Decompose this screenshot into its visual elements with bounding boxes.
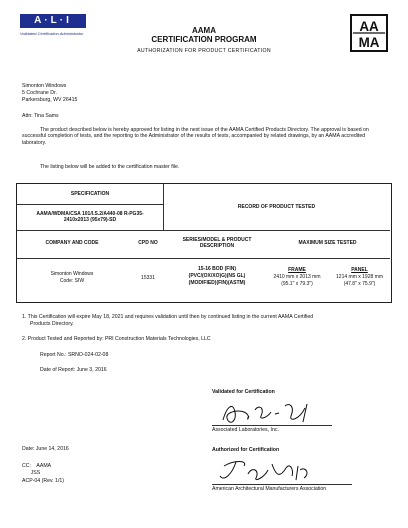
ali-tagline: Validated Certification Administrator — [20, 31, 84, 36]
body-paragraph-2: The listing below will be added to the certification master file. — [40, 164, 180, 170]
note-1-continued: Products Directory. — [30, 321, 74, 327]
aama-logo — [350, 14, 388, 52]
row-series-line-1: 15-16 BOD (FIN) — [197, 266, 237, 272]
frame-value-imperial: (95.1" x 79.3") — [281, 281, 313, 287]
date-of-report: Date of Report: June 3, 2016 — [40, 367, 107, 373]
frame-label: FRAME — [288, 267, 306, 273]
svg-text:MA: MA — [358, 34, 380, 50]
note-2: 2. Product Tested and Reported by: PRI Construction Materials Technologies, LLC — [22, 336, 211, 342]
address-city: Parkersburg, WV 26415 — [22, 97, 78, 103]
address-company: Simonton Windows — [22, 83, 67, 89]
validator-name: Associated Laboratories, Inc. — [212, 427, 279, 433]
note-1: 1. This Certification will expire May 18, 2021 and requires validation until then by continued listing in the current AAMA Certified — [22, 314, 314, 320]
footer-cc-2: JSS — [22, 470, 41, 476]
row-series-line-3: (MODIFIED)(FIN)(ASTM) — [188, 280, 246, 286]
validated-label: Validated for Certification — [212, 389, 275, 395]
spec-value: AAMA/WDMA/CSA 101/I.S.2/A440-08 R-PG35-2410x2013 (95x79)-SD — [36, 211, 144, 224]
ali-logo: A·L·I — [20, 14, 86, 28]
product-record-table — [16, 183, 392, 303]
address-street: 5 Cochrane Dr. — [22, 90, 57, 96]
col-cpd-no: CPD NO — [138, 240, 158, 246]
title-authorization: AUTHORIZATION FOR PRODUCT CERTIFICATION — [137, 48, 271, 54]
authorized-label: Authorized for Certification — [212, 447, 280, 453]
address-attn: Attn: Tina Sams — [22, 113, 59, 119]
col-company-code: COMPANY AND CODE — [45, 240, 99, 246]
validator-signature — [215, 398, 325, 428]
footer-form-number: ACP-04 (Rev. 1/1) — [22, 478, 64, 484]
row-cpd: 15331 — [141, 275, 155, 281]
title-aama: AAMA — [192, 26, 216, 35]
panel-value-imperial: (47.8" x 75.9") — [343, 281, 376, 287]
authorizer-name: American Architectural Manufacturers Association — [212, 486, 327, 492]
row-company: Simonton Windows — [50, 271, 94, 277]
report-number: Report No.: SRNO-024-02-08 — [40, 352, 109, 358]
panel-label: PANEL — [351, 267, 368, 273]
row-code: Code: SIW — [59, 278, 85, 284]
row-series-line-2: (PVC/(OX/XO)G)(NS GL) — [188, 273, 246, 279]
title-certification-program: CERTIFICATION PROGRAM — [151, 35, 257, 44]
col-series-model: SERIES/MODEL & PRODUCT DESCRIPTION — [182, 237, 252, 250]
footer-cc-1: CC: AAMA — [22, 463, 52, 469]
spec-header: SPECIFICATION — [70, 191, 110, 197]
svg-text:AA: AA — [359, 18, 379, 34]
authorizer-signature — [214, 456, 324, 484]
footer-date: Date: June 14, 2016 — [22, 446, 69, 452]
record-header: RECORD OF PRODUCT TESTED — [237, 204, 316, 210]
frame-value-metric: 2410 mm x 2013 mm — [273, 274, 321, 280]
col-max-size: MAXIMUM SIZE TESTED — [298, 240, 357, 246]
panel-value-metric: 1214 mm x 1928 mm — [336, 274, 383, 280]
body-paragraph-1: The product described below is hereby approved for listing in the next issue of the AAMA Certified Products Directory. The approval is based on successful completion of tests, and the reporting to the Administrator of the results of tests, accompanied by related drawings, by an AAMA accredited laboratory. — [22, 127, 369, 146]
